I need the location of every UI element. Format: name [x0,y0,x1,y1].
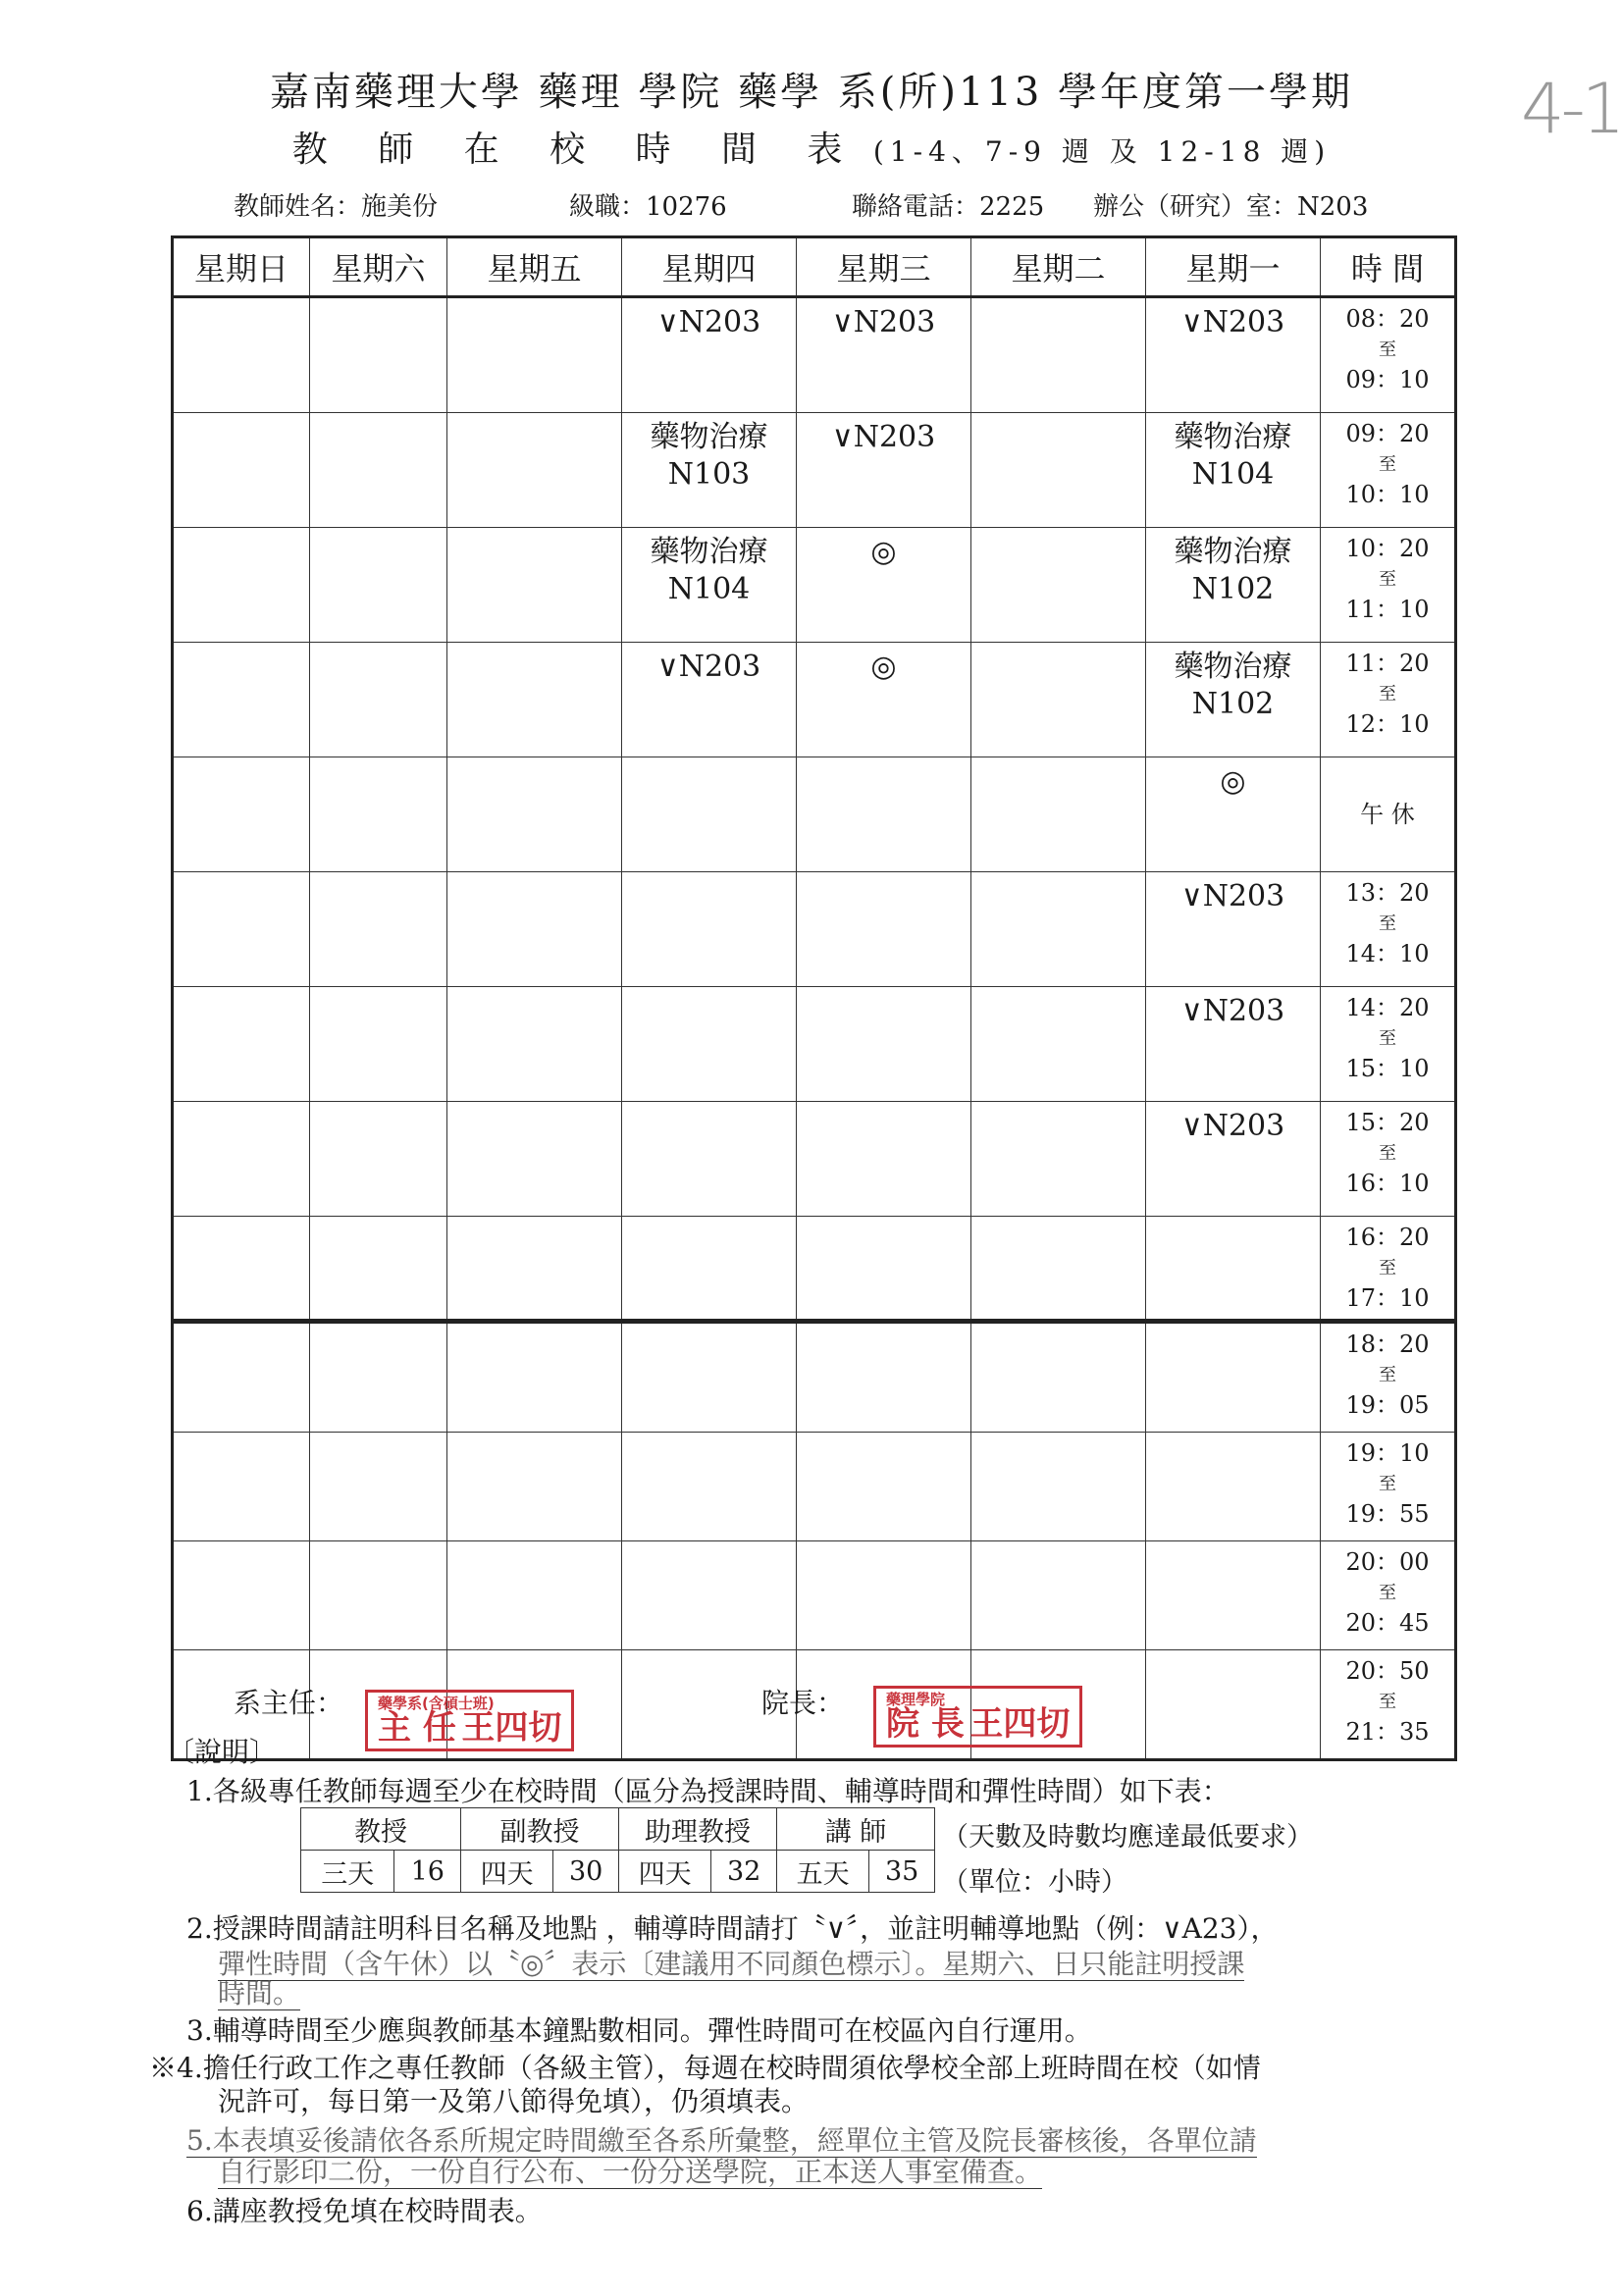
schedule-cell [971,757,1146,872]
dean-stamp [873,1686,1082,1748]
note-4b: 況許可，每日第一及第八節得免填），仍須填表。 [218,2085,810,2117]
teacher-office: 辦公（研究）室：N203 [1093,192,1369,222]
time-end: 09：10 [1345,366,1430,393]
header-day: 星期五 [447,237,622,297]
schedule-cell [971,643,1146,757]
time-start: 09：20 [1345,420,1430,447]
schedule-cell [971,528,1146,643]
chair-label: 系主任： [234,1687,344,1719]
time-separator: 至 [1379,1258,1396,1278]
time-slot [1321,1433,1456,1541]
schedule-cell [173,413,310,528]
schedule-cell [173,643,310,757]
schedule-cell [1146,1541,1321,1650]
time-separator: 至 [1379,1143,1396,1164]
note-4a: ※4.擔任行政工作之專任教師（各級主管），每週在校時間須依學校全部上班時間在校（如情 [149,2052,1261,2084]
hours-days: 三天 [301,1851,394,1893]
hours-days: 五天 [777,1851,869,1893]
schedule-cell [1146,1217,1321,1322]
dean-stamp-title: 院 長 [886,1704,965,1744]
schedule-entry-line: N104 [1191,457,1275,492]
schedule-cell [173,528,310,643]
schedule-cell [447,757,622,872]
schedule-cell [971,297,1146,413]
schedule-cell [447,1541,622,1650]
schedule-row [173,987,1456,1102]
time-end: 17：10 [1345,1284,1430,1312]
schedule-cell [310,872,447,987]
time-slot [1321,413,1456,528]
hours-rank: 講 師 [777,1808,935,1851]
schedule-cell [1146,643,1321,757]
document-subtitle [0,122,1623,172]
schedule-entry-line: ∨N203 [1180,879,1285,913]
schedule-cell [310,643,447,757]
time-start: 16：20 [1345,1224,1430,1251]
time-end: 20：45 [1345,1609,1430,1637]
schedule-entry-line: N102 [1191,572,1275,606]
header-day: 星期一 [1146,237,1321,297]
schedule-row [173,1102,1456,1217]
schedule-cell [971,1102,1146,1217]
note-5b [218,2155,1513,2190]
schedule-cell [971,987,1146,1102]
note-2c-text: 時間。 [218,1977,301,2009]
hours-note-minimum: （天數及時數均應達最低要求） [942,1822,1313,1852]
time-end: 14：10 [1345,940,1430,967]
time-slot [1321,1650,1456,1760]
schedule-row [173,643,1456,757]
note-6: 6.講座教授免填在校時間表。 [186,2195,543,2227]
schedule-cell [173,1541,310,1650]
schedule-cell [622,872,797,987]
note-5a-text: 5.本表填妥後請依各系所規定時間繳至各系所彙整，經單位主管及院長審核後，各單位請 [186,2124,1257,2157]
schedule-cell [797,757,971,872]
schedule-cell [971,1541,1146,1650]
time-separator: 至 [1379,339,1396,360]
schedule-cell [622,413,797,528]
schedule-cell [310,528,447,643]
schedule-entry-line: ∨N203 [831,420,936,454]
hours-header-row [301,1808,935,1851]
time-end: 10：10 [1345,481,1430,508]
time-start: 20：00 [1345,1548,1430,1576]
time-end: 12：10 [1345,710,1430,738]
schedule-cell [1146,872,1321,987]
schedule-cell [173,1217,310,1322]
schedule-cell [622,1102,797,1217]
schedule-cell [1146,757,1321,872]
schedule-entry-line: ∨N203 [831,305,936,339]
schedule-cell [797,1433,971,1541]
hours-note-unit: （單位：小時） [942,1867,1127,1898]
header-day: 星期四 [622,237,797,297]
time-start: 18：20 [1345,1331,1430,1358]
schedule-cell [622,1322,797,1433]
schedule-cell [797,872,971,987]
time-end: 16：10 [1345,1170,1430,1197]
schedule-cell [173,757,310,872]
subtitle-weeks: (1-4、7-9 週 及 12-18 週) [872,135,1332,168]
time-separator: 至 [1379,684,1396,704]
note-1: 1.各級專任教師每週至少在校時間（區分為授課時間、輔導時間和彈性時間）如下表： [186,1775,1230,1807]
schedule-cell [310,757,447,872]
schedule-cell [310,1433,447,1541]
header-day: 星期三 [797,237,971,297]
schedule-entry-line: N103 [667,457,751,492]
time-end: 19：05 [1345,1391,1430,1419]
hours-rank: 助理教授 [619,1808,777,1851]
time-separator: 至 [1379,1028,1396,1049]
dean-label: 院長： [761,1687,845,1719]
schedule-cell [1146,413,1321,528]
time-start: 11：20 [1345,650,1430,677]
time-end: 11：10 [1345,596,1430,623]
time-start: 15：20 [1345,1109,1430,1136]
teacher-phone: 聯絡電話：2225 [852,192,1045,222]
schedule-cell [797,1217,971,1322]
lunch-break-label: 午 休 [1360,800,1415,828]
schedule-cell [310,987,447,1102]
schedule-cell [310,413,447,528]
time-slot [1321,643,1456,757]
schedule-row [173,1541,1456,1650]
schedule-cell [447,528,622,643]
schedule-cell [797,413,971,528]
note-3: 3.輔導時間至少應與教師基本鐘點數相同。彈性時間可在校區內自行運用。 [186,2014,1092,2047]
time-separator: 至 [1379,1583,1396,1603]
dean-stamp-unit: 藥理學院 [886,1691,946,1708]
schedule-cell [622,1541,797,1650]
hours-rank: 教授 [301,1808,461,1851]
time-start: 14：20 [1345,994,1430,1021]
schedule-row [173,1217,1456,1322]
schedule-cell [447,872,622,987]
chair-stamp-name: 王四切 [461,1708,562,1748]
schedule-entry-line: 藥物治療 [1174,650,1292,684]
schedule-cell [1146,528,1321,643]
time-separator: 至 [1379,569,1396,590]
schedule-cell [310,1102,447,1217]
schedule-header-row [173,237,1456,297]
time-end: 19：55 [1345,1500,1430,1528]
schedule-cell [971,413,1146,528]
schedule-cell [971,1217,1146,1322]
schedule-cell [797,528,971,643]
schedule-cell [173,1433,310,1541]
time-separator: 至 [1379,913,1396,934]
time-slot [1321,297,1456,413]
schedule-entry-line: ∨N203 [656,305,761,339]
hours-count: 16 [394,1851,461,1893]
schedule-entry-line: 藥物治療 [650,420,768,454]
hours-count: 32 [711,1851,777,1893]
schedule-cell [1146,1433,1321,1541]
note-5a [186,2123,1482,2159]
schedule-entry-line: N104 [667,572,751,606]
header-day: 星期日 [173,237,310,297]
schedule-row [173,757,1456,872]
time-start: 19：10 [1345,1439,1430,1467]
schedule-cell [173,987,310,1102]
schedule-cell [622,643,797,757]
schedule-cell [447,1217,622,1322]
time-slot [1321,1541,1456,1650]
time-slot [1321,528,1456,643]
schedule-cell [797,297,971,413]
schedule-cell [797,1102,971,1217]
schedule-cell [173,1102,310,1217]
schedule-cell [447,643,622,757]
schedule-cell [971,1322,1146,1433]
schedule-row [173,872,1456,987]
schedule-entry-line: 藥物治療 [1174,420,1292,454]
schedule-row [173,297,1456,413]
header-time: 時 間 [1321,237,1456,297]
teacher-grade: 級職：10276 [569,192,727,222]
schedule-cell [1146,297,1321,413]
hours-days: 四天 [461,1851,553,1893]
note-2a: 2.授課時間請註明科目名稱及地點 ，輔導時間請打〝∨〞，並註明輔導地點（例：∨A23）， [186,1912,1279,1945]
hours-count: 35 [869,1851,935,1893]
schedule-entry-line: ∨N203 [656,650,761,684]
schedule-cell [797,1541,971,1650]
schedule-cell [797,1322,971,1433]
time-slot [1321,1102,1456,1217]
dean-stamp-name: 王四切 [969,1704,1071,1744]
time-slot [1321,1322,1456,1433]
time-slot [1321,987,1456,1102]
hours-rank: 副教授 [461,1808,619,1851]
schedule-cell [971,1433,1146,1541]
document-title: 嘉南藥理大學 藥理 學院 藥學 系(所)113 學年度第一學期 [269,70,1354,115]
schedule-cell [310,1217,447,1322]
schedule-cell [310,1541,447,1650]
chair-stamp-title: 主 任 [378,1708,456,1748]
schedule-cell [447,297,622,413]
schedule-cell [1146,1650,1321,1760]
header-day: 星期二 [971,237,1146,297]
schedule-cell [310,297,447,413]
schedule-cell [1146,987,1321,1102]
note-5b-text: 自行影印二份，一份自行公布、一份分送學院，正本送人事室備查。 [218,2156,1043,2188]
subtitle-main: 教 師 在 校 時 間 表 [291,130,863,170]
schedule-entry-line: 藥物治療 [650,535,768,569]
schedule-cell [622,297,797,413]
schedule-row [173,413,1456,528]
schedule-cell [173,872,310,987]
time-end: 21：35 [1345,1718,1430,1746]
schedule-cell [1146,1102,1321,1217]
schedule-cell [797,987,971,1102]
notes-heading: 〔說明〕 [167,1736,278,1768]
schedule-cell [447,413,622,528]
teacher-name: 教師姓名：施美份 [234,192,439,222]
time-start: 13：20 [1345,879,1430,907]
schedule-entry-line: 藥物治療 [1174,535,1292,569]
note-2b-text: 彈性時間（含午休）以〝◎〞表示〔建議用不同顏色標示〕。星期六、日只能註明授課 [218,1948,1245,1980]
time-start: 20：50 [1345,1657,1430,1685]
schedule-cell [173,1322,310,1433]
time-slot [1321,1217,1456,1322]
schedule-row [173,1322,1456,1433]
hours-table [300,1807,935,1893]
time-start: 08：20 [1345,305,1430,333]
schedule-cell [622,757,797,872]
schedule-entry-line: ∨N203 [1180,1109,1285,1143]
time-start: 10：20 [1345,535,1430,562]
schedule-cell [622,1433,797,1541]
time-end: 15：10 [1345,1055,1430,1082]
time-separator: 至 [1379,1365,1396,1385]
hours-count: 30 [553,1851,619,1893]
header-day: 星期六 [310,237,447,297]
schedule-cell [622,1217,797,1322]
chair-stamp [365,1690,574,1751]
schedule-cell [447,1102,622,1217]
schedule-entry-line: ◎ [870,535,897,569]
page-marker: 4-1 [1521,69,1622,149]
schedule-entry-line: ◎ [870,650,897,684]
schedule-entry-line: ◎ [1220,764,1246,799]
schedule-entry-line: ∨N203 [1180,305,1285,339]
time-separator: 至 [1379,454,1396,475]
schedule-row [173,1433,1456,1541]
schedule-table [171,235,1457,1761]
chair-stamp-unit: 藥學系(含碩士班) [378,1695,495,1712]
time-separator: 至 [1379,1474,1396,1494]
time-slot [1321,872,1456,987]
schedule-row [173,528,1456,643]
hours-days: 四天 [619,1851,711,1893]
schedule-cell [797,643,971,757]
schedule-entry-line: N102 [1191,687,1275,721]
schedule-cell [622,528,797,643]
note-2c [218,1976,1513,2011]
schedule-cell [971,872,1146,987]
time-slot [1321,757,1456,872]
schedule-entry-line: ∨N203 [1180,994,1285,1028]
schedule-cell [447,987,622,1102]
schedule-cell [310,1322,447,1433]
hours-value-row [301,1851,935,1893]
schedule-cell [447,1322,622,1433]
time-separator: 至 [1379,1692,1396,1712]
schedule-cell [1146,1322,1321,1433]
schedule-cell [622,987,797,1102]
schedule-cell [173,297,310,413]
schedule-cell [447,1433,622,1541]
